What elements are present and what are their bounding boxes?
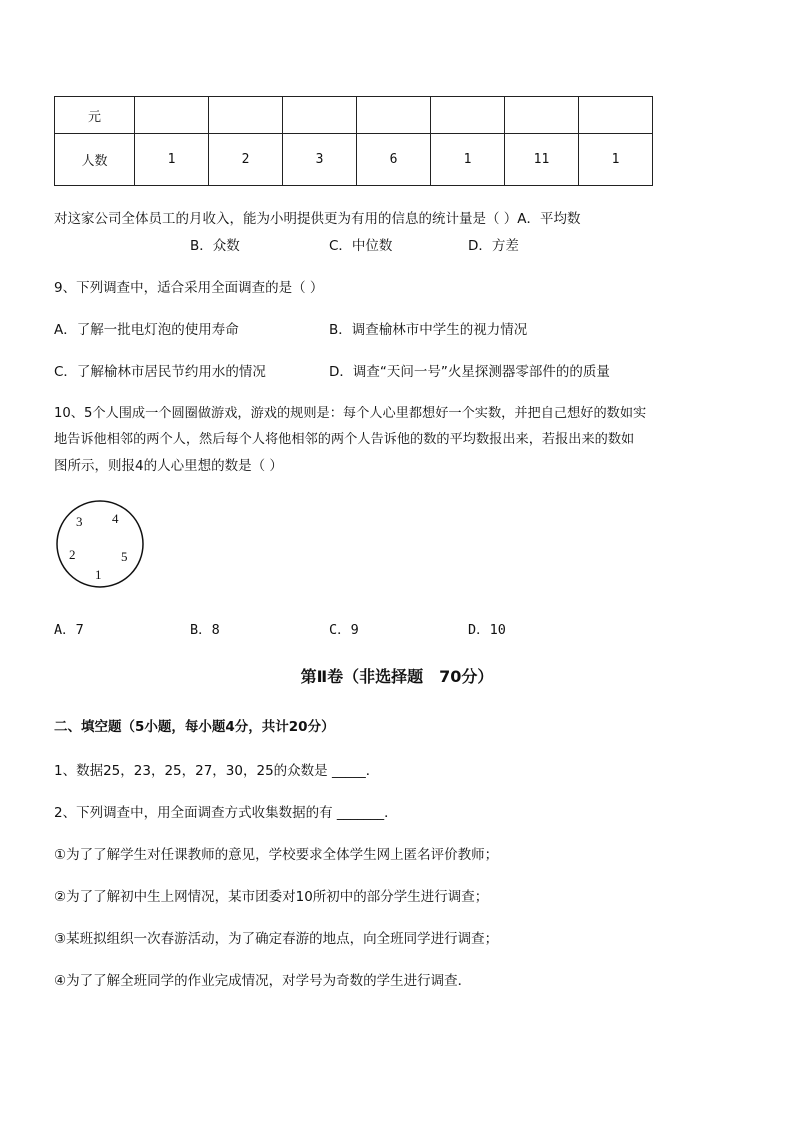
q10-option-a: A．7 <box>54 622 84 638</box>
table-row <box>55 97 653 134</box>
table-cell <box>579 97 653 134</box>
table-cell: 6 <box>357 134 431 186</box>
part-title: 第Ⅱ卷（非选择题 70分） <box>300 667 494 686</box>
income-table <box>54 96 653 186</box>
table-cell: 1 <box>431 134 505 186</box>
q9-option-a: A．了解一批电灯泡的使用寿命 <box>54 322 239 338</box>
circle-number: 3 <box>76 514 83 529</box>
circle-number: 2 <box>69 547 76 562</box>
table-cell: 1 <box>135 134 209 186</box>
q10-line-3: 图所示，则报4的人心里想的数是（ ） <box>54 458 283 474</box>
table-cell <box>135 97 209 134</box>
circle-number: 4 <box>112 511 119 526</box>
table-cell <box>357 97 431 134</box>
table-cell: 2 <box>209 134 283 186</box>
table-row-label: 元 <box>55 97 135 134</box>
q9-option-c: C．了解榆林市居民节约用水的情况 <box>54 364 266 380</box>
fill-q1: 1、数据25，23，25，27，30，25的众数是 _____． <box>54 763 380 779</box>
table-row-label: 人数 <box>55 134 135 186</box>
fill-item-3: ③某班拟组织一次春游活动，为了确定春游的地点，向全班同学进行调查； <box>54 931 499 947</box>
table-cell <box>431 97 505 134</box>
table-cell <box>505 97 579 134</box>
section-heading: 二、填空题（5小题，每小题4分，共计20分） <box>54 719 335 735</box>
table-cell <box>283 97 357 134</box>
q8-option-b: B．众数 <box>190 238 240 254</box>
q8-option-c: C．中位数 <box>329 238 393 254</box>
table-row <box>55 134 653 186</box>
q10-line-2: 地告诉他相邻的两个人，然后每个人将他相邻的两个人告诉他的数的平均数报出来，若报出来的数如 <box>54 432 635 447</box>
q9-option-b: B．调查榆林市中学生的视力情况 <box>329 322 528 338</box>
circle-figure <box>55 498 147 590</box>
q9-option-d: D．调查“天问一号”火星探测器零部件的的质量 <box>329 364 610 380</box>
q10-option-d: D．10 <box>468 622 506 638</box>
q9-stem: 9、下列调查中，适合采用全面调查的是（ ） <box>54 280 324 296</box>
fill-item-2: ②为了了解初中生上网情况，某市团委对10所初中的部分学生进行调查； <box>54 889 489 905</box>
table-cell: 3 <box>283 134 357 186</box>
fill-item-1: ①为了了解学生对任课教师的意见，学校要求全体学生网上匿名评价教师； <box>54 847 499 863</box>
q10-line-1: 10、5个人围成一个圆圈做游戏，游戏的规则是：每个人心里都想好一个实数，并把自己想好的数如实 <box>54 406 647 421</box>
table-cell <box>209 97 283 134</box>
circle-number: 5 <box>121 549 128 564</box>
q8-option-d: D．方差 <box>468 238 519 254</box>
table-cell: 1 <box>579 134 653 186</box>
q10-option-b: B．8 <box>190 622 220 638</box>
circle-number: 1 <box>95 567 102 582</box>
table-cell: 11 <box>505 134 579 186</box>
q8-stem: 对这家公司全体员工的月收入，能为小明提供更为有用的信息的统计量是（ ）A．平均数 <box>54 211 581 227</box>
fill-item-4: ④为了了解全班同学的作业完成情况，对学号为奇数的学生进行调查． <box>54 973 472 989</box>
fill-q2: 2、下列调查中，用全面调查方式收集数据的有 _______． <box>54 805 398 821</box>
q10-option-c: C．9 <box>329 622 359 638</box>
